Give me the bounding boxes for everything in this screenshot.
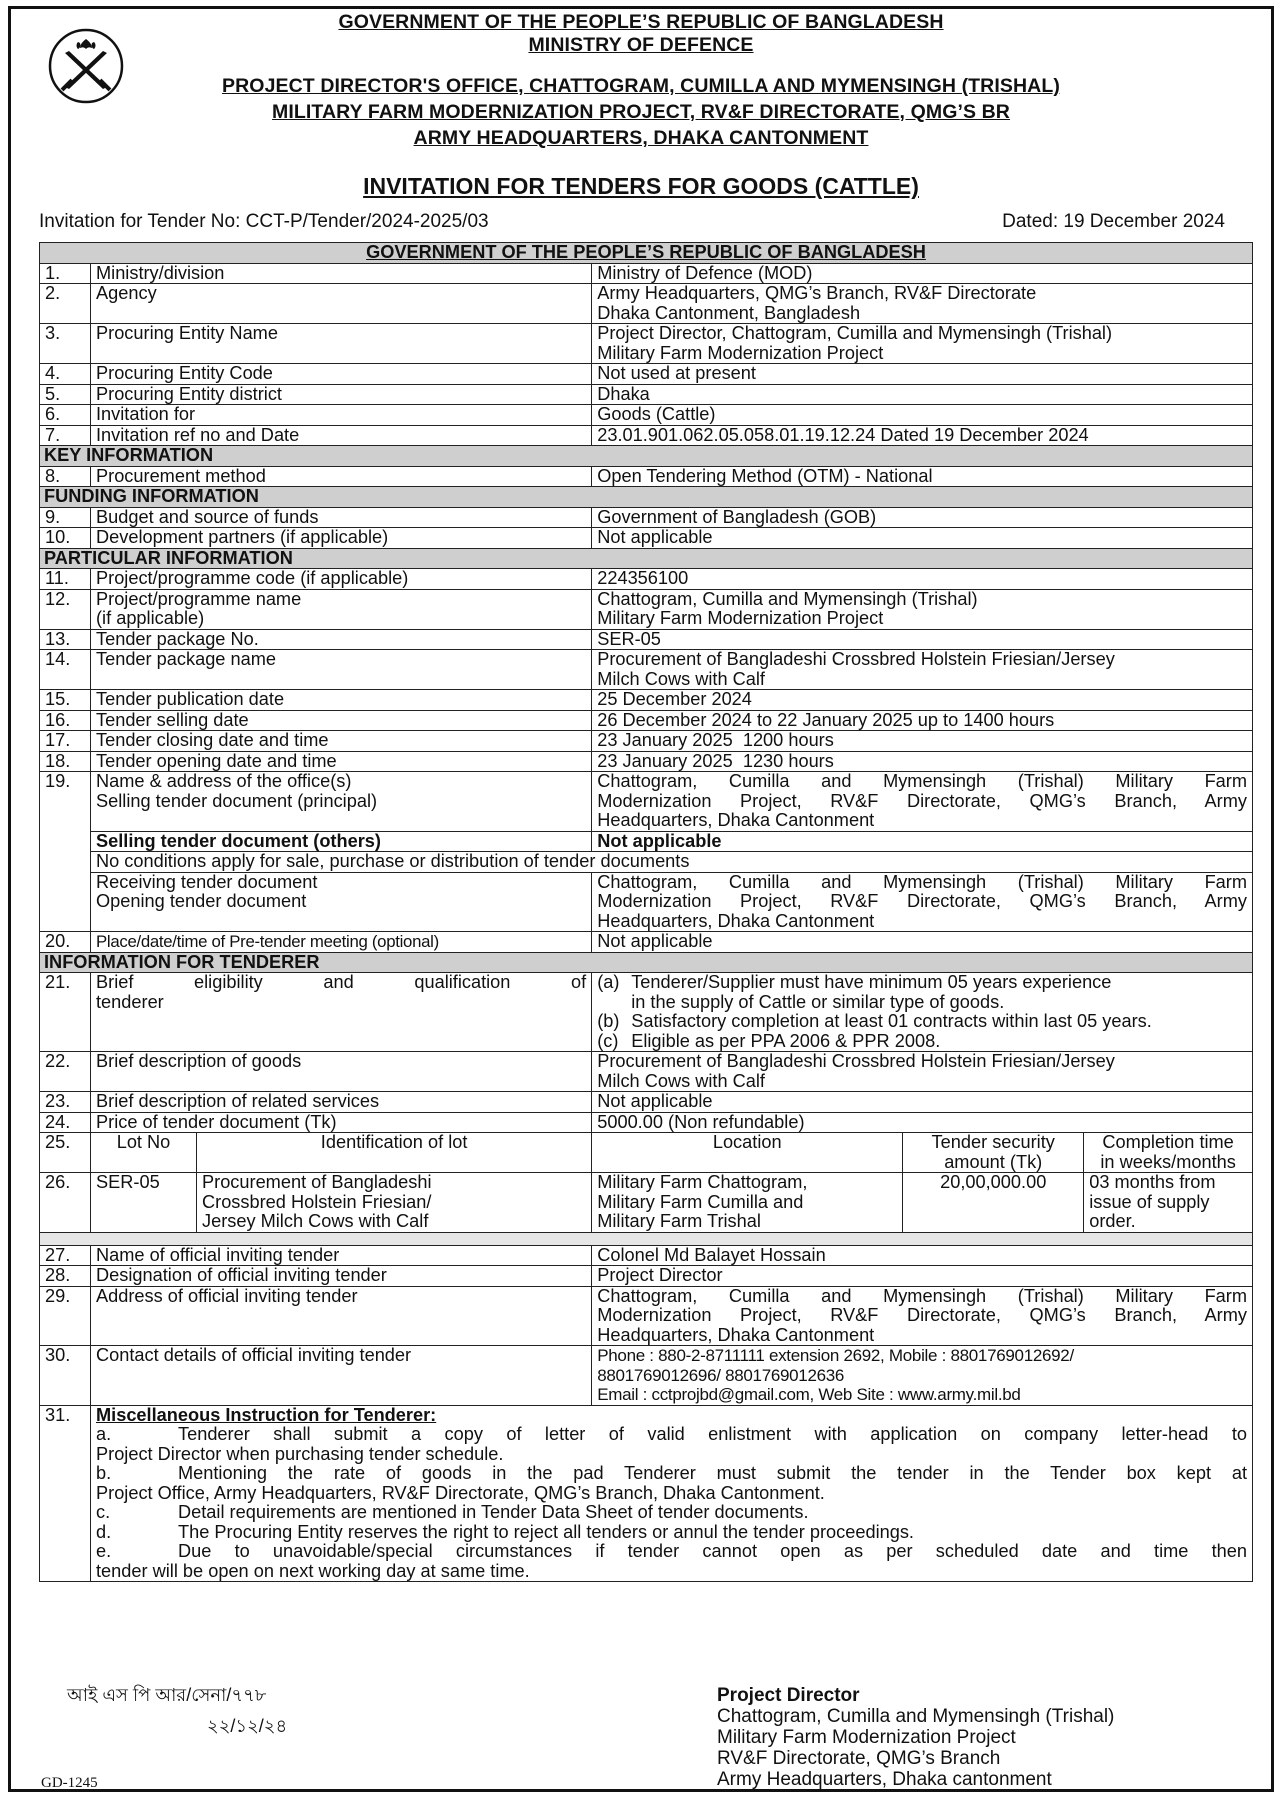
- row-value: Ministry of Defence (MOD): [592, 263, 1253, 284]
- row-number: 20.: [40, 932, 91, 953]
- table-row: [40, 710, 1253, 731]
- row-value: Chattogram, Cumilla and Mymensingh (Trishal) Military Farm Modernization Project: [592, 589, 1253, 629]
- table-row: [40, 284, 1253, 324]
- row-number: 11.: [40, 569, 91, 590]
- row-number: 1.: [40, 263, 91, 284]
- table-row: [40, 405, 1253, 426]
- lot-security-amount: 20,00,000.00: [903, 1173, 1084, 1233]
- section-particular-information: [40, 548, 1253, 569]
- row-label: Name & address of the office(s) Selling tender document (principal): [91, 772, 592, 832]
- row-value: 224356100: [592, 569, 1253, 590]
- row-label: Invitation ref no and Date: [91, 425, 592, 446]
- row-value: Not applicable: [592, 831, 1253, 852]
- row-number: 16.: [40, 710, 91, 731]
- row-label: Tender publication date: [91, 690, 592, 711]
- table-row: [40, 384, 1253, 405]
- row-label: Project/programme name (if applicable): [91, 589, 592, 629]
- table-spacer: [40, 1232, 1253, 1245]
- table-row: [40, 263, 1253, 284]
- row-label: Agency: [91, 284, 592, 324]
- table-row: [40, 528, 1253, 549]
- table-row: [40, 973, 1253, 1052]
- row-number: 4.: [40, 364, 91, 385]
- row-number: 5.: [40, 384, 91, 405]
- notice-title: INVITATION FOR TENDERS FOR GOODS (CATTLE): [363, 173, 919, 199]
- row-value: (a) Tenderer/Supplier must have minimum 05 years experience in the supply of Cattle or similar type of goods. (b) Satisfactory completion at least 01 contracts within last 05 years. (c) Eligible as per PPA 2006 & PPR 2008.: [592, 973, 1253, 1052]
- row-number: 29.: [40, 1286, 91, 1346]
- section-heading: PARTICULAR INFORMATION: [40, 548, 1253, 569]
- table-row: [40, 569, 1253, 590]
- table-row: [40, 425, 1253, 446]
- table-heading-row: [40, 243, 1253, 264]
- row-label: Ministry/division: [91, 263, 592, 284]
- table-row: [40, 324, 1253, 364]
- identification-header: Identification of lot: [197, 1133, 592, 1173]
- signature-block: Project Director Chattogram, Cumilla and Mymensingh (Trishal) Military Farm Modernization Project RV&F Directorate, QMG’s Branch Army Headquarters, Dhaka cantonment: [717, 1685, 1115, 1790]
- row-label: Brief description of goods: [91, 1052, 592, 1092]
- table-row: [40, 852, 1253, 873]
- misc-heading: Miscellaneous Instruction for Tenderer:: [96, 1404, 437, 1425]
- header-office: PROJECT DIRECTOR'S OFFICE, CHATTOGRAM, CUMILLA AND MYMENSINGH (TRISHAL): [222, 75, 1060, 97]
- row-number: 24.: [40, 1112, 91, 1133]
- row-number: 22.: [40, 1052, 91, 1092]
- table-row: [40, 690, 1253, 711]
- security-header: Tender security amount (Tk): [903, 1133, 1084, 1173]
- row-value: SER-05: [592, 629, 1253, 650]
- row-label: Tender selling date: [91, 710, 592, 731]
- row-value: 26 December 2024 to 22 January 2025 up to 1400 hours: [592, 710, 1253, 731]
- row-label: Tender package No.: [91, 629, 592, 650]
- row-number: 15.: [40, 690, 91, 711]
- section-heading: INFORMATION FOR TENDERER: [40, 952, 1253, 973]
- row-label: Development partners (if applicable): [91, 528, 592, 549]
- row-label: Contact details of official inviting tender: [91, 1346, 592, 1406]
- row-label: Price of tender document (Tk): [91, 1112, 592, 1133]
- row-value: Phone : 880-2-8711111 extension 2692, Mobile : 8801769012692/ 8801769012696/ 8801769012636 Email : cctprojbd@gmail.com, Web Site : www.army.mil.bd: [592, 1346, 1253, 1406]
- row-number: 19.: [40, 772, 91, 932]
- row-value: Government of Bangladesh (GOB): [592, 507, 1253, 528]
- row-number: 28.: [40, 1266, 91, 1287]
- row-value: 25 December 2024: [592, 690, 1253, 711]
- row-number: 27.: [40, 1245, 91, 1266]
- tender-table: [39, 242, 1253, 1582]
- row-label: Designation of official inviting tender: [91, 1266, 592, 1287]
- row-value: Project Director: [592, 1266, 1253, 1287]
- table-row: [40, 1052, 1253, 1092]
- row-number: 12.: [40, 589, 91, 629]
- table-row: [40, 650, 1253, 690]
- table-row: [40, 466, 1253, 487]
- row-number: 25.: [40, 1133, 91, 1173]
- row-label: Tender closing date and time: [91, 731, 592, 752]
- table-row: [40, 772, 1253, 832]
- row-number: 2.: [40, 284, 91, 324]
- row-label: Procuring Entity district: [91, 384, 592, 405]
- row-value: Project Director, Chattogram, Cumilla and Mymensingh (Trishal) Military Farm Modernization Project: [592, 324, 1253, 364]
- row-label: Procurement method: [91, 466, 592, 487]
- row-value: 23.01.901.062.05.058.01.19.12.24 Dated 19 December 2024: [592, 425, 1253, 446]
- row-value: Colonel Md Balayet Hossain: [592, 1245, 1253, 1266]
- row-label: Project/programme code (if applicable): [91, 569, 592, 590]
- lot-completion-time: 03 months from issue of supply order.: [1084, 1173, 1253, 1233]
- row-label: Brief description of related services: [91, 1092, 592, 1113]
- section-key-information: [40, 446, 1253, 467]
- table-row: [40, 932, 1253, 953]
- row-number: 26.: [40, 1173, 91, 1233]
- row-label: Procuring Entity Name: [91, 324, 592, 364]
- completion-header: Completion time in weeks/months: [1084, 1133, 1253, 1173]
- row-number: 13.: [40, 629, 91, 650]
- tender-date: Dated: 19 December 2024: [1002, 211, 1225, 232]
- row-number: 14.: [40, 650, 91, 690]
- table-row: [40, 1245, 1253, 1266]
- row-label: Budget and source of funds: [91, 507, 592, 528]
- lot-header-row: [40, 1133, 1253, 1173]
- header-government: GOVERNMENT OF THE PEOPLE’S REPUBLIC OF BANGLADESH: [338, 11, 944, 33]
- ispr-reference: আই এস পি আর/সেনা/৭৭৮ ২২/১২/২৪: [67, 1685, 288, 1736]
- row-value: Goods (Cattle): [592, 405, 1253, 426]
- lot-no-header: Lot No: [91, 1133, 197, 1173]
- row-label: Tender opening date and time: [91, 751, 592, 772]
- row-number: 17.: [40, 731, 91, 752]
- section-heading: FUNDING INFORMATION: [40, 487, 1253, 508]
- location-header: Location: [592, 1133, 903, 1173]
- section-heading: KEY INFORMATION: [40, 446, 1253, 467]
- row-label: No conditions apply for sale, purchase or distribution of tender documents: [91, 852, 1253, 873]
- row-value: Chattogram, Cumilla and Mymensingh (Trishal) Military Farm Modernization Project, RV&F Directorate, QMG’s Branch, Army Headquarters, Dhaka Cantonment: [592, 872, 1253, 932]
- row-number: 6.: [40, 405, 91, 426]
- lot-row: [40, 1173, 1253, 1233]
- table-row: [40, 629, 1253, 650]
- row-number: 23.: [40, 1092, 91, 1113]
- row-label: Name of official inviting tender: [91, 1245, 592, 1266]
- lot-identification: Procurement of Bangladeshi Crossbred Holstein Friesian/ Jersey Milch Cows with Calf: [197, 1173, 592, 1233]
- section-funding-information: [40, 487, 1253, 508]
- row-value: Procurement of Bangladeshi Crossbred Holstein Friesian/Jersey Milch Cows with Calf: [592, 650, 1253, 690]
- tender-number: Invitation for Tender No: CCT-P/Tender/2024-2025/03: [39, 211, 489, 232]
- row-label: Tender package name: [91, 650, 592, 690]
- table-row: [40, 589, 1253, 629]
- row-label: Selling tender document (others): [91, 831, 592, 852]
- row-label: Invitation for: [91, 405, 592, 426]
- row-label: Place/date/time of Pre-tender meeting (optional): [91, 932, 592, 953]
- row-value: Not applicable: [592, 1092, 1253, 1113]
- row-value: Dhaka: [592, 384, 1253, 405]
- row-value: 5000.00 (Non refundable): [592, 1112, 1253, 1133]
- table-row: [40, 507, 1253, 528]
- row-label: Address of official inviting tender: [91, 1286, 592, 1346]
- table-row: [40, 872, 1253, 932]
- table-row: [40, 1346, 1253, 1406]
- row-number: 21.: [40, 973, 91, 1052]
- row-value: 23 January 2025 1230 hours: [592, 751, 1253, 772]
- row-number: 10.: [40, 528, 91, 549]
- row-number: 31.: [40, 1405, 91, 1582]
- row-label: Brief eligibility and qualification of tenderer: [91, 973, 592, 1052]
- gd-number: GD-1245: [41, 1775, 98, 1791]
- row-number: 7.: [40, 425, 91, 446]
- row-number: 18.: [40, 751, 91, 772]
- row-value: Chattogram, Cumilla and Mymensingh (Trishal) Military Farm Modernization Project, RV&F Directorate, QMG’s Branch, Army Headquarters, Dhaka Cantonment: [592, 772, 1253, 832]
- lot-no: SER-05: [91, 1173, 197, 1233]
- row-number: 9.: [40, 507, 91, 528]
- table-row: [40, 364, 1253, 385]
- table-row: [40, 1112, 1253, 1133]
- header-project: MILITARY FARM MODERNIZATION PROJECT, RV&F DIRECTORATE, QMG’S BR: [272, 101, 1010, 123]
- header-army-hq: ARMY HEADQUARTERS, DHAKA CANTONMENT: [413, 127, 869, 149]
- table-row: [40, 751, 1253, 772]
- misc-instructions: Miscellaneous Instruction for Tenderer: a. Tenderer shall submit a copy of letter of valid enlistment with application on company letter-head to Project Director when purchasing tender schedule. b. Mentioning the rate of goods in the pad Tenderer must submit the tender in the Tender box kept at Project Office, Army Headquarters, RV&F Directorate, QMG’s Branch, Dhaka Cantonment. c. Detail requirements are mentioned in Tender Data Sheet of tender documents. d. The Procuring Entity reserves the right to reject all tenders or annul the tender proceedings. e. Due to unavoidable/special circumstances if tender cannot open as per scheduled date and time then tender will be open on next working day at same time.: [91, 1405, 1253, 1582]
- section-information-for-tenderer: [40, 952, 1253, 973]
- table-row: [40, 1405, 1253, 1582]
- table-row: [40, 731, 1253, 752]
- row-value: Not applicable: [592, 932, 1253, 953]
- table-row: [40, 831, 1253, 852]
- table-row: [40, 1266, 1253, 1287]
- row-number: 8.: [40, 466, 91, 487]
- row-label: Procuring Entity Code: [91, 364, 592, 385]
- row-number: 3.: [40, 324, 91, 364]
- row-label: Receiving tender document Opening tender document: [91, 872, 592, 932]
- row-value: Chattogram, Cumilla and Mymensingh (Trishal) Military Farm Modernization Project, RV&F Directorate, QMG’s Branch, Army Headquarters, Dhaka Cantonment: [592, 1286, 1253, 1346]
- header-ministry: MINISTRY OF DEFENCE: [528, 34, 754, 56]
- row-value: Open Tendering Method (OTM) - National: [592, 466, 1253, 487]
- table-row: [40, 1286, 1253, 1346]
- row-number: 30.: [40, 1346, 91, 1406]
- gov-heading: GOVERNMENT OF THE PEOPLE’S REPUBLIC OF BANGLADESH: [40, 243, 1253, 264]
- row-value: Not applicable: [592, 528, 1253, 549]
- lot-location: Military Farm Chattogram, Military Farm Cumilla and Military Farm Trishal: [592, 1173, 903, 1233]
- row-value: Army Headquarters, QMG’s Branch, RV&F Directorate Dhaka Cantonment, Bangladesh: [592, 284, 1253, 324]
- row-value: 23 January 2025 1200 hours: [592, 731, 1253, 752]
- row-value: Not used at present: [592, 364, 1253, 385]
- table-row: [40, 1092, 1253, 1113]
- notice-page: [8, 6, 1274, 1792]
- row-value: Procurement of Bangladeshi Crossbred Holstein Friesian/Jersey Milch Cows with Calf: [592, 1052, 1253, 1092]
